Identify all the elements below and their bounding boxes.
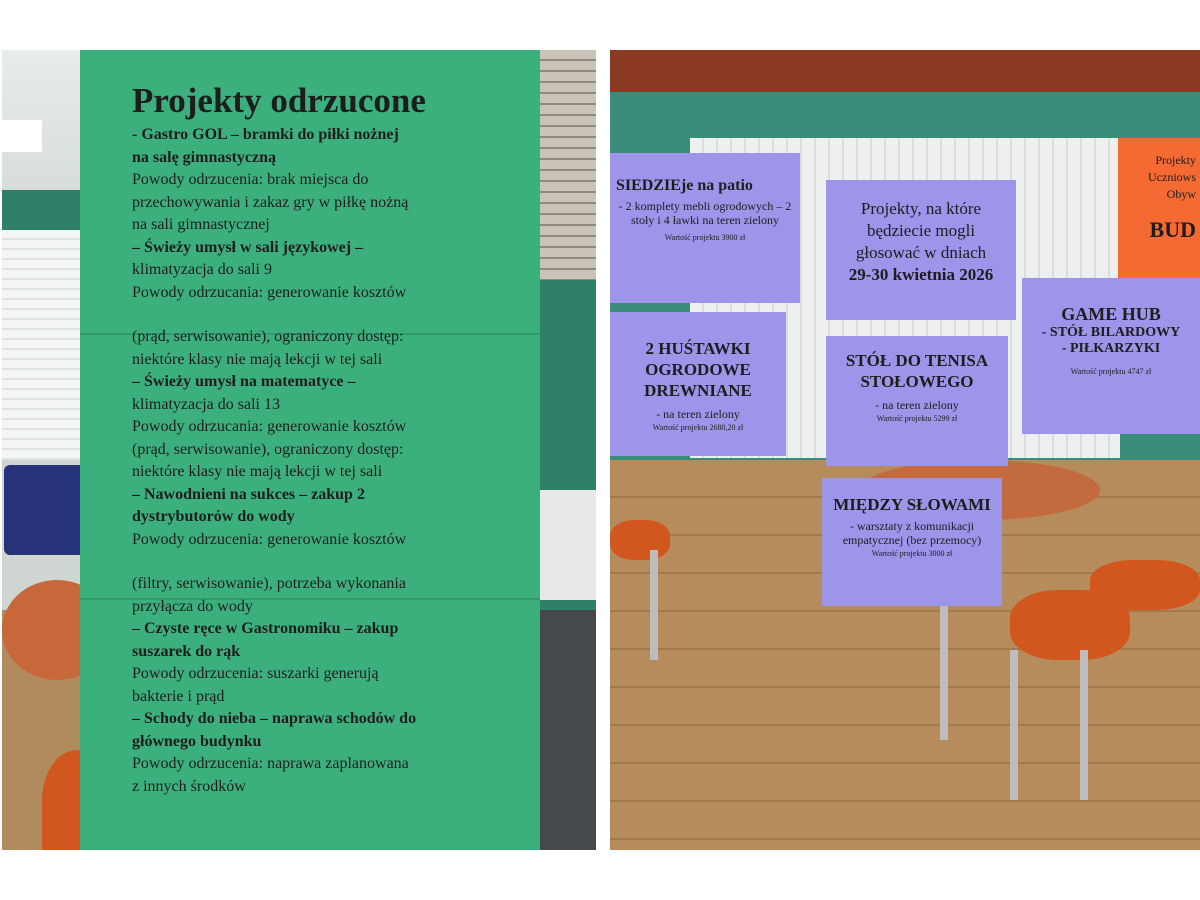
window-blinds xyxy=(2,230,92,460)
green-wall xyxy=(2,190,92,230)
card-detail: - na teren zielony xyxy=(875,398,959,412)
card-value: Wartość projektu 5299 zł xyxy=(876,414,958,423)
orange-line: Projekty xyxy=(1155,153,1196,167)
poster-line: głównego budynku xyxy=(132,732,262,750)
poster-line: (prąd, serwisowanie), ograniczony dostęp: xyxy=(132,440,404,458)
card-value: Wartość projektu 4747 zł xyxy=(1070,367,1152,376)
poster-line: (filtry, serwisowanie), potrzeba wykonania xyxy=(132,575,406,592)
poster-line: - Gastro GOL – bramki do piłki nożnej xyxy=(132,126,399,143)
rejected-projects-poster xyxy=(80,50,540,850)
poster-line: klimatyzacja do sali 9 xyxy=(132,261,272,278)
poster-line: Powody odrzucenia: brak miejsca do xyxy=(132,171,369,188)
card-item: - STÓŁ BILARDOWY xyxy=(1041,325,1181,340)
poster-line: dystrybutorów do wody xyxy=(132,508,295,525)
vote-line: Projekty, na które xyxy=(860,199,982,218)
orange-line: Uczniows xyxy=(1148,170,1196,184)
card-detail: - 2 komplety mebli ogrodowych – 2 stoły i 4 ławki na teren zielony xyxy=(618,199,792,227)
left-photo xyxy=(2,50,596,850)
poster-line: na sali gimnastycznej xyxy=(132,216,270,233)
card-title: MIĘDZY SŁOWAMI xyxy=(833,495,991,514)
poster-line: niektóre klasy nie mają lekcji w tej sali xyxy=(132,463,383,480)
poster-line: suszarek do rąk xyxy=(132,642,241,660)
poster-lines xyxy=(132,124,532,798)
card-title: SIEDZIEje na patio xyxy=(616,177,753,194)
orange-sign xyxy=(1118,138,1200,278)
card-vote-dates xyxy=(826,180,1016,320)
poster-line: Powody odrzucenia: generowanie kosztów xyxy=(132,530,407,548)
poster-line: Powody odrzucenia: suszarki generują xyxy=(132,665,379,682)
card-stol xyxy=(826,336,1008,466)
poster-line: (prąd, serwisowanie), ograniczony dostęp: xyxy=(132,328,404,345)
ceiling-light xyxy=(2,120,42,152)
card-miedzy-slowami xyxy=(822,478,1002,606)
vote-line: będziecie mogli xyxy=(866,221,976,240)
card-title: STÓŁ DO TENISA STOŁOWEGO xyxy=(845,351,989,391)
poster-line: – Schody do nieba – naprawa schodów do xyxy=(132,710,417,727)
wooden-ceiling xyxy=(610,50,1200,92)
vote-line: głosować w dniach xyxy=(855,243,987,262)
poster-line: – Świeży umysł na matematyce – xyxy=(132,373,356,390)
poster-text xyxy=(132,80,532,798)
poster-line: Powody odrzucania: generowanie kosztów xyxy=(132,418,407,435)
poster-line: przechowywania i zakaz gry w piłkę nożną xyxy=(132,193,409,211)
poster-line: bakterie i prąd xyxy=(132,687,225,705)
card-hustawki xyxy=(610,312,786,456)
right-photo xyxy=(610,50,1200,850)
orange-word: BUD xyxy=(1149,217,1196,242)
card-value: Wartość projektu 3900 zł xyxy=(664,233,746,242)
vote-dates: 29-30 kwietnia 2026 xyxy=(848,265,994,284)
poster-line: z innych środków xyxy=(132,777,246,795)
poster-line: przyłącza do wody xyxy=(132,597,253,615)
card-value: Wartość projektu 2680,20 zł xyxy=(652,423,744,432)
card-detail: - warsztaty z komunikacji empatycznej (bez przemocy) xyxy=(842,519,982,547)
chair-leg xyxy=(650,550,658,660)
card-title: GAME HUB xyxy=(1061,304,1161,324)
orange-chair xyxy=(610,520,670,560)
chair-leg xyxy=(1080,650,1088,800)
card-siedzie xyxy=(610,153,800,303)
card-detail: - na teren zielony xyxy=(656,407,740,421)
roller-blind xyxy=(532,50,596,280)
poster-line: niektóre klasy nie mają lekcji w tej sali xyxy=(132,350,383,368)
orange-line: Obyw xyxy=(1166,187,1196,201)
poster-line: Powody odrzucania: generowanie kosztów xyxy=(132,283,407,301)
poster-line: klimatyzacja do sali 13 xyxy=(132,395,280,413)
poster-title: Projekty odrzucone xyxy=(132,81,426,120)
poster-line: Powody odrzucenia: naprawa zaplanowana xyxy=(132,755,409,772)
poster-line: – Świeży umysł w sali językowej – xyxy=(132,238,364,256)
card-title: 2 HUŚTAWKI OGRODOWE DREWNIANE xyxy=(644,339,752,400)
poster-line: – Czyste ręce w Gastronomiku – zakup xyxy=(132,620,399,637)
poster-line: na salę gimnastyczną xyxy=(132,148,276,166)
orange-chair xyxy=(1090,560,1200,610)
poster-line xyxy=(132,304,532,326)
chair-leg xyxy=(1010,650,1018,800)
poster-line xyxy=(132,551,532,573)
card-value: Wartość projektu 3000 zł xyxy=(871,549,953,558)
poster-line: – Nawodnieni na sukces – zakup 2 xyxy=(132,485,365,503)
card-item: - PIŁKARZYKI xyxy=(1061,341,1161,356)
card-game-hub xyxy=(1022,278,1200,434)
